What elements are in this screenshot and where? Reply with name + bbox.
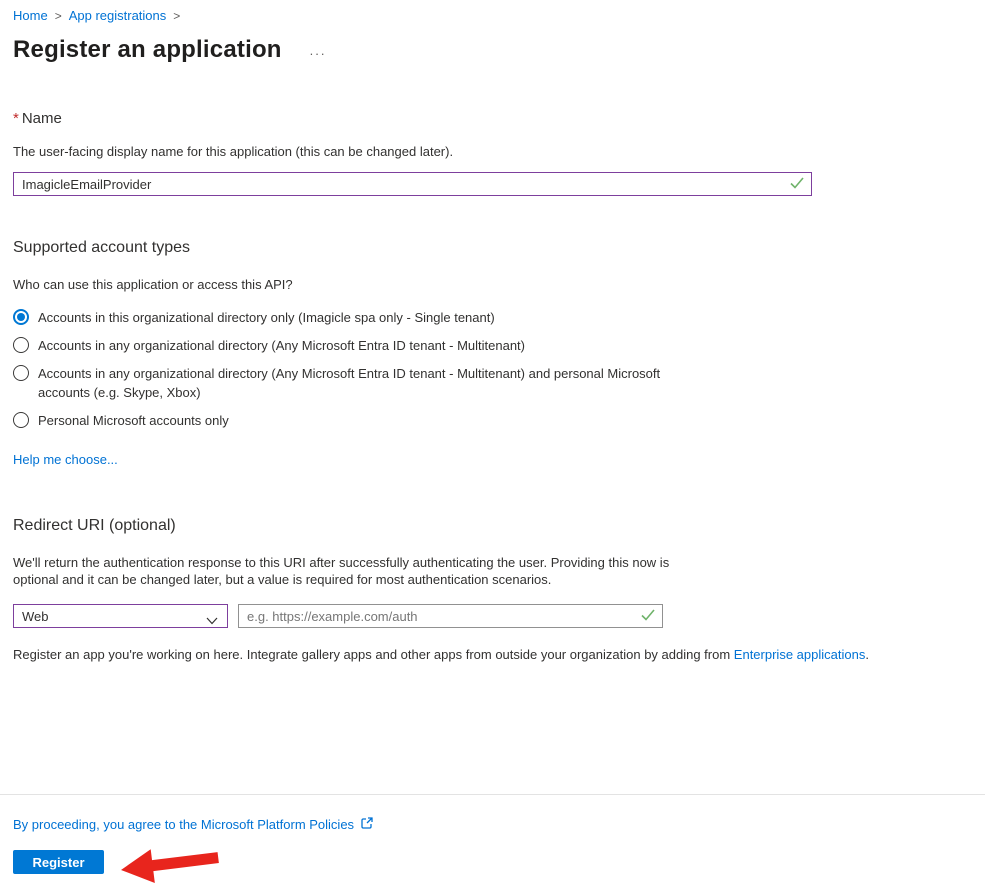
name-input-wrap [13, 172, 812, 196]
radio-button-icon [13, 412, 29, 428]
platform-policies-link[interactable]: By proceeding, you agree to the Microsoft Platform Policies [13, 817, 355, 832]
policy-row [13, 816, 972, 833]
page-title: Register an application [13, 36, 282, 63]
redirect-uri-description: We'll return the authentication response to this URI after successfully authenticating the user. Providing this now is optional and it can be changed later, but a value is required for most authentication scenarios. [13, 555, 670, 587]
radio-label: Accounts in this organizational directory only (Imagicle spa only - Single tenant) [38, 310, 495, 325]
account-types-question: Who can use this application or access this API? [13, 277, 293, 292]
name-input[interactable] [13, 172, 812, 196]
radio-label: Accounts in any organizational directory (Any Microsoft Entra ID tenant - Multitenant) [38, 338, 525, 353]
redirect-uri-heading: Redirect URI (optional) [13, 517, 176, 534]
radio-multitenant[interactable] [13, 336, 972, 355]
radio-single-tenant[interactable] [13, 308, 972, 327]
valid-checkmark-icon [790, 177, 804, 192]
account-type-radio-group [13, 308, 972, 430]
supported-account-types-heading: Supported account types [13, 239, 191, 256]
radio-button-icon [13, 337, 29, 353]
uri-input-wrap [238, 604, 663, 628]
chevron-down-icon [206, 613, 218, 628]
radio-personal-only[interactable] [13, 411, 972, 430]
platform-select[interactable] [13, 604, 228, 628]
more-options-icon[interactable]: ... [309, 42, 327, 58]
footer-actions [13, 850, 972, 890]
radio-button-icon [13, 365, 29, 381]
enterprise-apps-note: Register an app you're working on here. Integrate gallery apps and other apps from outside your organization by adding from Enterprise applications. [13, 647, 869, 662]
breadcrumb-separator: > [54, 8, 62, 23]
register-button[interactable]: Register [13, 850, 104, 874]
breadcrumb-separator: > [173, 8, 181, 23]
footer-divider [0, 794, 985, 795]
redirect-uri-row [13, 604, 972, 628]
radio-label: Accounts in any organizational directory (Any Microsoft Entra ID tenant - Multitenant) and personal Microsoft accounts (e.g. Skype, Xbox) [38, 366, 661, 400]
platform-select-value: Web [22, 608, 49, 624]
required-asterisk: * [13, 110, 19, 127]
valid-checkmark-icon [641, 609, 655, 624]
breadcrumb-app-registrations-link[interactable]: App registrations [68, 8, 167, 23]
radio-button-icon [13, 309, 29, 325]
name-field-label: * Name [13, 110, 62, 127]
radio-label: Personal Microsoft accounts only [38, 413, 229, 428]
external-link-icon [360, 816, 374, 833]
name-field-description: The user-facing display name for this application (this can be changed later). [13, 144, 454, 159]
redirect-uri-input[interactable] [238, 604, 663, 628]
title-row [13, 36, 972, 64]
radio-multitenant-personal[interactable] [13, 364, 972, 402]
breadcrumb-home-link[interactable]: Home [13, 8, 48, 23]
help-me-choose-link[interactable]: Help me choose... [13, 452, 118, 467]
enterprise-applications-link[interactable]: Enterprise applications [733, 647, 866, 662]
footer [0, 816, 985, 890]
breadcrumb [13, 0, 972, 23]
